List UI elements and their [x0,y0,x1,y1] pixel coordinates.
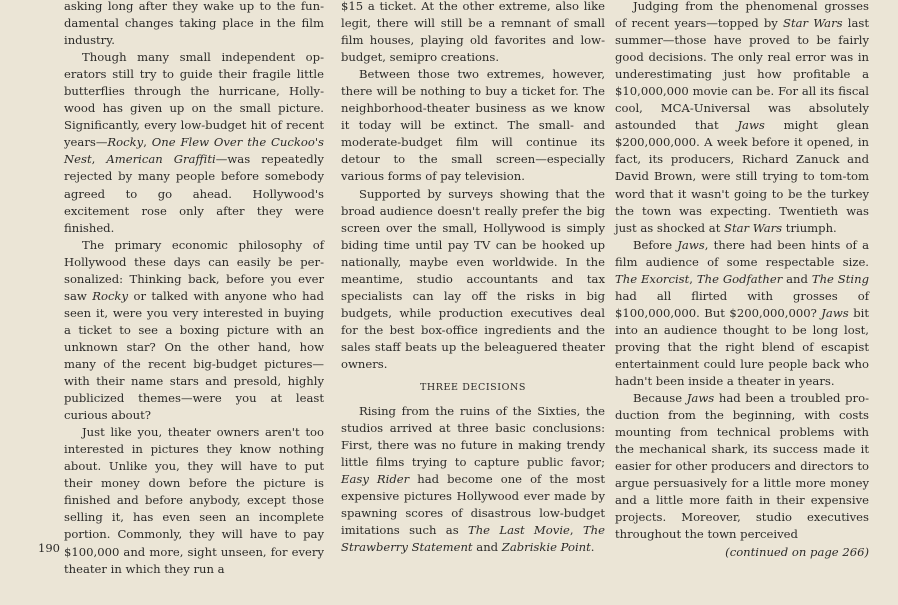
column-left [64,0,324,578]
paragraph: Because Jaws had been a troubled production from the beginning, with costs mounting from technical problems with the mechanical shark, its success made it easier for other producers and directors to argue persuasively for a little more money and a little more faith in their expensive projects. Moreover, studio executives throughout the town perceived [615,391,869,542]
paragraph: $15 a ticket. At the other extreme, also like legit, there will still be a remnant of small film houses, playing old favorites and low-budget, semipro creations. [341,0,605,65]
paragraph: Judging from the phenomenal grosses of recent years—topped by Star Wars last summer—those have proved to be fairly good decisions. The only real error was in underestimating just how profitable a $10,000,000 movie can be. For all its fiscal cool, MCA-Universal was absolutely astounded that Jaws might glean $200,000,000. A week before it opened, in fact, its producers, Richard Zanuck and David Brown, were still trying to tom-tom word that it wasn't going to be the turkey the town was expecting. Twentieth was just as shocked at Star Wars triumph. [615,0,870,235]
paragraph: Just like you, theater owners aren't too interested in pictures they know nothing about. Unlike you, they will have to put their money down before the picture is finished and before anybody, except those selling it, has even seen an incomplete portion. Commonly, they will have to pay $100,000 and more, sight unseen, for every theater in which they run a [64,425,324,576]
paragraph: The primary economic philosophy of Hollywood these days can easily be personalized: Thinking back, before you ever saw Rocky or talked with anyone who had seen it, were you very interested in buying a ticket to see a boxing picture with an unknown star? On the other hand, how many of the recent big-budget pictures—with their name stars and presold, highly publicized themes—were you at least curious about? [64,237,324,423]
page-number: 190 [38,541,60,555]
continuation-note: (continued on page 266) [725,544,869,559]
paragraph: asking long after they wake up to the fundamental changes taking place in the film industry. [64,0,324,48]
section-heading: THREE DECISIONS [419,382,527,394]
column-middle [341,0,605,557]
paragraph: Supported by surveys showing that the broad audience doesn't really prefer the big screen over the small, Hollywood is simply biding time until pay TV can be hooked up nationally, maybe even worldwide. In the meantime, studio accountants and tax specialists can lay off the risks in big budgets, while production executives deal for the best box-office ingredients and the sales staff beats up the beleaguered theater owners. [341,186,605,371]
column-right [615,0,869,561]
paragraph: Before Jaws, there had been hints of a film audience of some respectable size. The Exorcist, The Godfather and The Sting had all flirted with grosses of $100,000,000. But $200,000,000? Jaws bit into an audience thought to be long lost, proving that the right blend of escapist entertainment could lure people back who hadn't been inside a theater in years. [615,237,869,389]
paragraph: Between those two extremes, however, there will be nothing to buy a ticket for. The neighborhood-theater business as we know it today will be extinct. The small- and moderate-budget film will continue its detour to the small screen—especially various forms of pay television. [341,67,605,184]
paragraph: Rising from the ruins of the Sixties, the studios arrived at three basic conclusions: First, there was no future in making trendy little films trying to capture public favor; Easy Rider had become one of the most expensive pictures Hollywood ever made by spawning scores of disastrous low-budget imitations such as The Last Movie, The Strawberry Statement and Zabriskie Point. [341,404,606,555]
paragraph: Though many small independent operators still try to guide their fragile little butterflies through the hurricane, Hollywood has given up on the small picture. Significantly, every low-budget hit of recent years—Rocky, One Flew Over the Cuckoo's Nest, American Graffiti—was repeatedly rejected by many people before somebody agreed to go ahead. Hollywood's excitement rose only after they were finished. [64,50,324,235]
